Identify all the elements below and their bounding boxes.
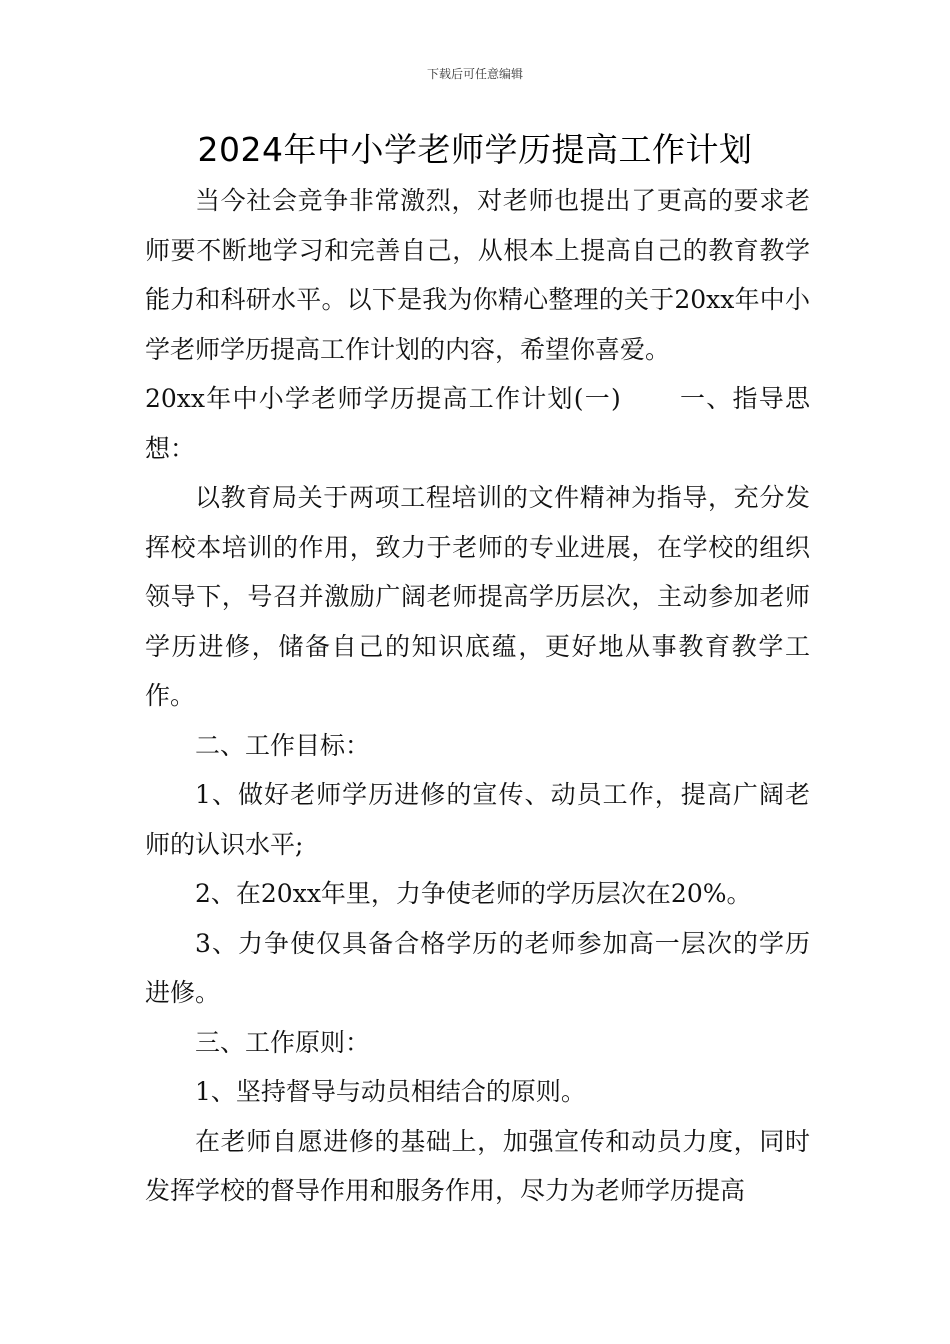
goal-item-2: 2、在20xx年里，力争使老师的学历层次在20%。 bbox=[195, 879, 752, 908]
subtitle-line bbox=[145, 374, 810, 473]
section2-heading: 二、工作目标： bbox=[195, 730, 371, 760]
plan-subtitle: 20xx年中小学老师学历提高工作计划(一) bbox=[145, 384, 621, 413]
section1-paragraph: 以教育局关于两项工程培训的文件精神为指导，充分发挥校本培训的作用，致力于老师的专业进展，在学校的组织领导下，号召并激励广阔老师提高学历层次，主动参加老师学历进修，储备自己的知识底蕴，更好地从事教育教学工作。 bbox=[145, 483, 810, 710]
page-header-note: 下载后可任意编辑 bbox=[426, 67, 523, 81]
section1-heading: 一、指导思想： bbox=[145, 384, 810, 463]
goal-item-3: 3、力争使仅具备合格学历的老师参加高一层次的学历进修。 bbox=[145, 928, 810, 1007]
goal-item-1: 1、做好老师学历进修的宣传、动员工作，提高广阔老师的认识水平; bbox=[145, 780, 810, 859]
document-body bbox=[145, 176, 810, 1216]
section3-heading: 三、工作原则： bbox=[195, 1027, 371, 1057]
document-title: 2024年中小学老师学历提高工作计划 bbox=[197, 130, 753, 169]
intro-paragraph: 当今社会竞争非常激烈，对老师也提出了更高的要求老师要不断地学习和完善自己，从根本上提高自己的教育教学能力和科研水平。以下是我为你精心整理的关于20xx年中小学老师学历提高工作计划的内容，希望你喜爱。 bbox=[145, 186, 810, 364]
principle1-paragraph: 在老师自愿进修的基础上，加强宣传和动员力度，同时发挥学校的督导作用和服务作用，尽力为老师学历提高 bbox=[145, 1126, 810, 1205]
principle-item-1: 1、坚持督导与动员相结合的原则。 bbox=[195, 1077, 586, 1106]
